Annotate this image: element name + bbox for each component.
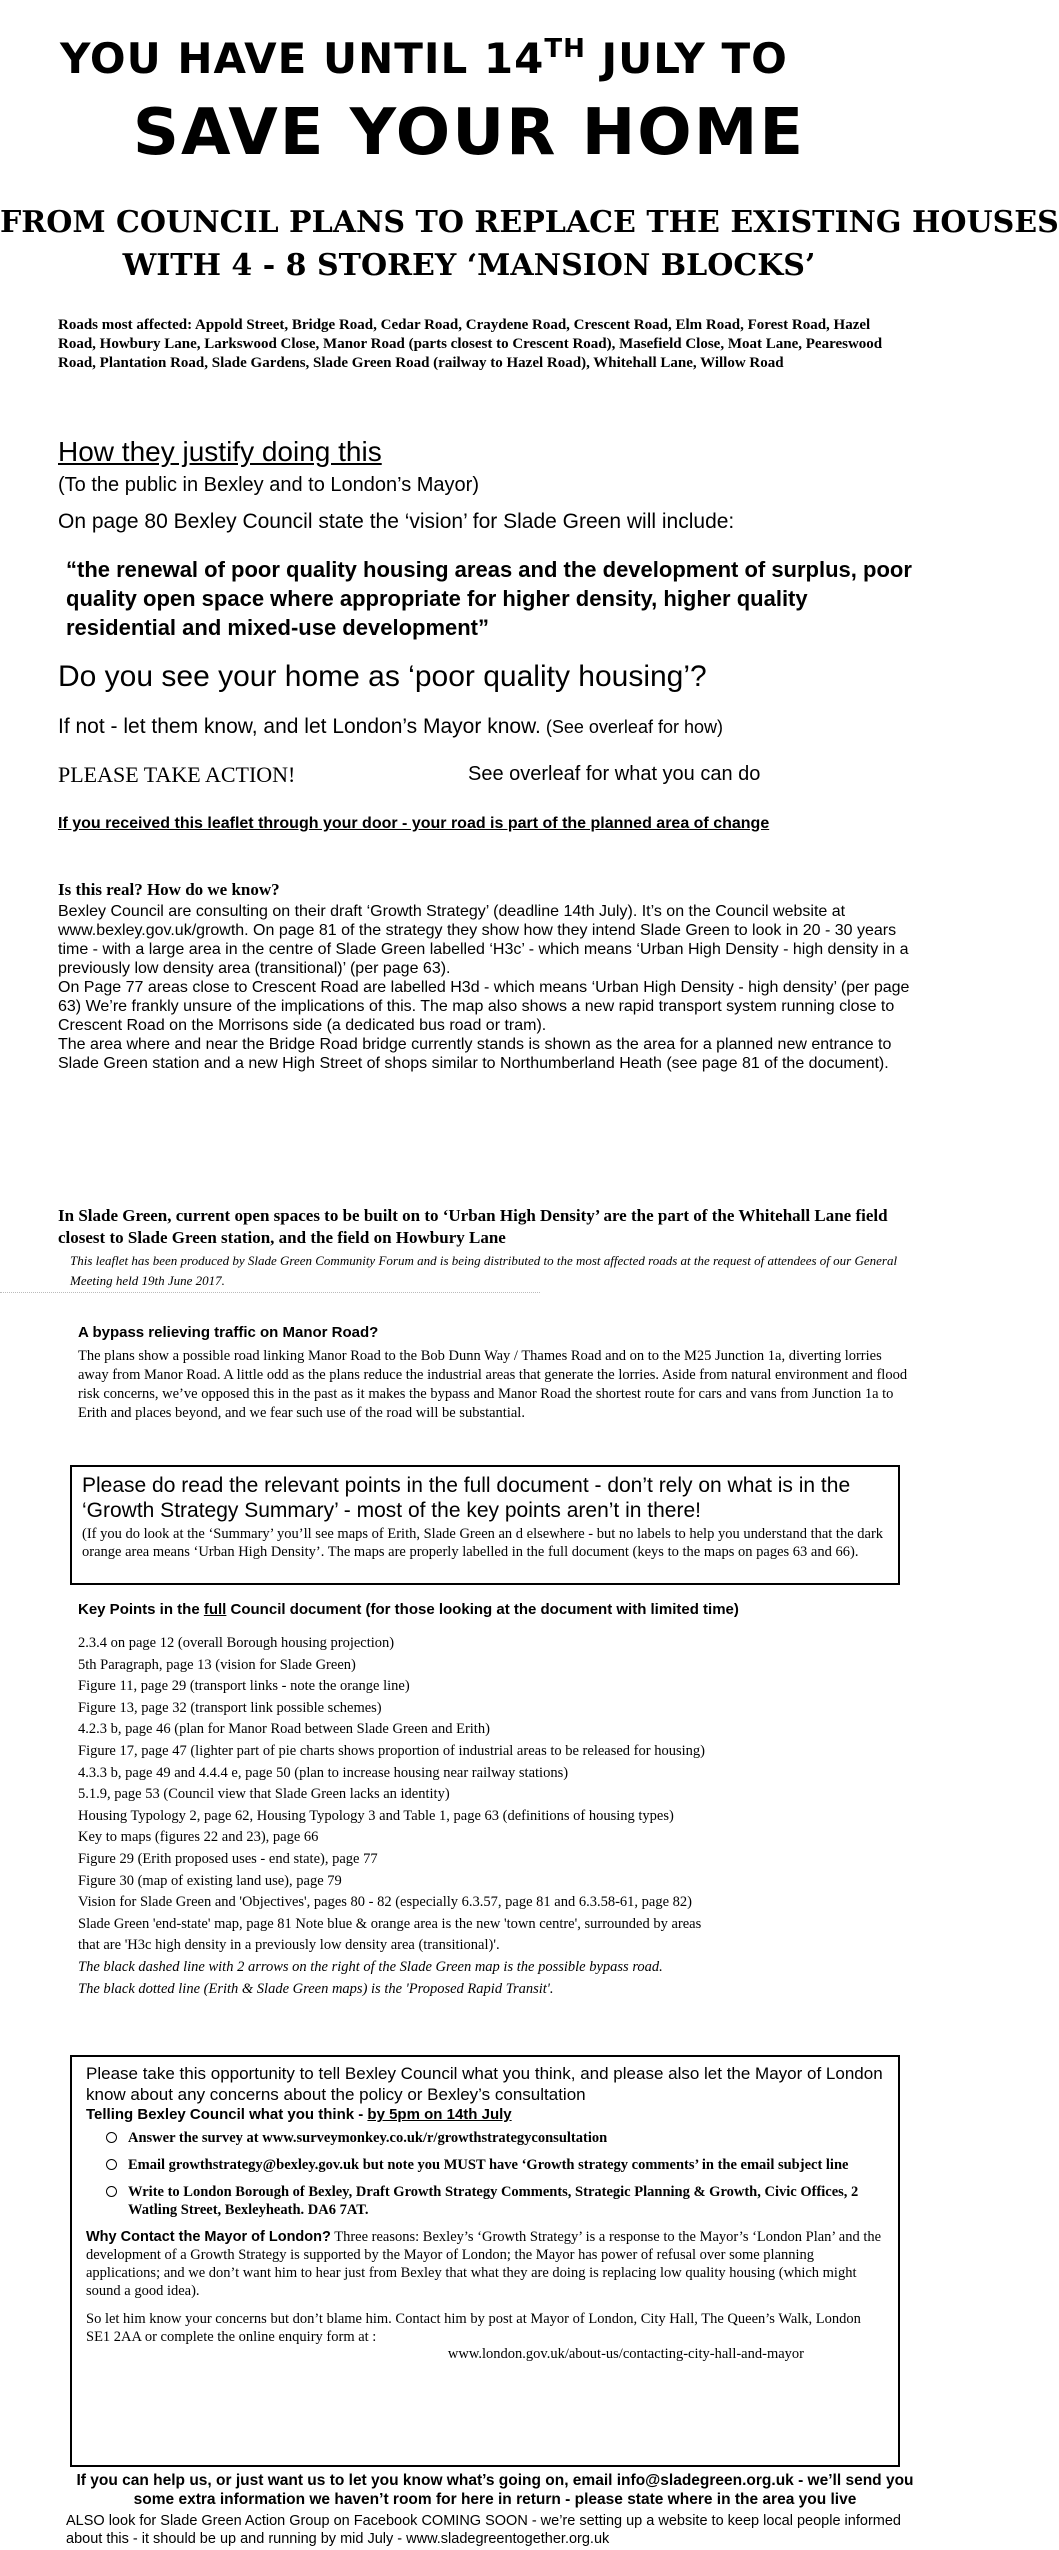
- headline-deadline: YOU HAVE UNTIL 14TH JULY TO: [60, 34, 788, 83]
- read-full-document-body: (If you do look at the ‘Summary’ you’ll see maps of Erith, Slade Green an d elsewhere - but no labels to help you understand that the dark orange area means ‘Urban High Density’. The maps are properly labelled in the full document (keys to the maps on pages 63 and 66).: [82, 1526, 884, 1560]
- headline-save-your-home: SAVE YOUR HOME: [132, 96, 806, 170]
- list-item: Figure 13, page 32 (transport link possible schemes): [78, 1699, 382, 1716]
- help-us-footer: If you can help us, or just want us to let you know what’s going on, email info@sladegreen.org.uk - we’ll send you some extra information we haven’t room for here in return - please state where in the area you live: [76, 2472, 914, 2508]
- list-item: 5th Paragraph, page 13 (vision for Slade Green): [78, 1656, 356, 1673]
- bypass-map-note: The black dashed line with 2 arrows on the right of the Slade Green map is the possible bypass road.: [78, 1958, 663, 1975]
- why-contact-mayor: Why Contact the Mayor of London? Three reasons: Bexley’s ‘Growth Strategy’ is a response to the Mayor’s ‘London Plan’ and the development of a Growth Strategy is supported by the Mayor of London; the Mayor has power of refusal over some planning applications; and we don’t want him to hear just from Bexley that what they are doing is replacing low quality housing (which might sound a good idea).: [86, 2229, 882, 2299]
- write-option: [106, 2183, 884, 2219]
- justify-heading: How they justify doing this: [58, 436, 382, 467]
- list-item: Slade Green 'end-state' map, page 81 Note blue & orange area is the new 'town centre', surrounded by areas: [78, 1915, 702, 1932]
- list-item: 5.1.9, page 53 (Council view that Slade Green lacks an identity): [78, 1786, 450, 1803]
- email-option: [106, 2156, 884, 2174]
- headline-council-plans: FROM COUNCIL PLANS TO REPLACE THE EXISTING HOUSES: [0, 205, 1059, 240]
- vision-intro: On page 80 Bexley Council state the ‘vision’ for Slade Green will include:: [58, 510, 735, 533]
- poor-quality-question: Do you see your home as ‘poor quality housing’?: [58, 660, 707, 693]
- is-this-real-body: [58, 902, 920, 1073]
- justify-subheading: (To the public in Bexley and to London’s Mayor): [58, 474, 479, 496]
- bypass-heading: A bypass relieving traffic on Manor Road?: [78, 1324, 379, 1341]
- open-spaces-note: In Slade Green, current open spaces to be built on to ‘Urban High Density’ are the part of the Whitehall Lane field closest to Slade Green station, and the field on Howbury Lane: [58, 1206, 888, 1247]
- bypass-body: The plans show a possible road linking Manor Road to the Bob Dunn Way / Thames Road and on to the M25 Junction 1a, diverting lorries away from Manor Road. A little odd as the plans reduce the industrial areas that generate the lorries. Aside from natural environment and flood risk concerns, we’ve opposed this in the past as it makes the bypass and Manor Road the shortest route for cars and vans from Junction 1a to Erith and places beyond, and we fear such use of the road will be substantial.: [78, 1348, 908, 1421]
- telling-council-heading: Telling Bexley Council what you think - by 5pm on 14th July: [86, 2106, 512, 2123]
- list-item: Figure 11, page 29 (transport links - note the orange line): [78, 1678, 410, 1695]
- list-item: Figure 29 (Erith proposed uses - end state), page 77: [78, 1850, 378, 1867]
- received-leaflet-note: If you received this leaflet through your door - your road is part of the planned area of change: [58, 815, 770, 832]
- email-link[interactable]: Email growthstrategy@bexley.gov.uk but note you MUST have ‘Growth strategy comments’ in the email subject line: [128, 2157, 849, 2173]
- circle-bullet-icon: [106, 2186, 117, 2197]
- list-item: Figure 30 (map of existing land use), page 79: [78, 1872, 342, 1889]
- list-item: 2.3.4 on page 12 (overall Borough housing projection): [78, 1635, 395, 1651]
- survey-link[interactable]: Answer the survey at www.surveymonkey.co.uk/r/growthstrategyconsultation: [128, 2130, 608, 2146]
- list-item: 4.2.3 b, page 46 (plan for Manor Road between Slade Green and Erith): [78, 1721, 490, 1738]
- real-paragraph-1: Bexley Council are consulting on their draft ‘Growth Strategy’ (deadline 14th July). It’s on the Council website at www.bexley.gov.uk/growth. On page 81 of the strategy they show how they intend Slade Green to look in 20 - 30 years time - with a large area in the centre of Slade Green labelled ‘H3c’ - which means ‘Urban High Density - high density in a previously low density area (transitional)’ (per page 63).: [58, 903, 909, 977]
- list-item: that are 'H3c high density in a previously low density area (transitional)'.: [78, 1937, 500, 1954]
- postal-address: Write to London Borough of Bexley, Draft Growth Strategy Comments, Strategic Planning & Growth, Civic Offices, 2 Watling Street, Bexleyheath. DA6 7AT.: [128, 2184, 859, 2218]
- is-this-real-heading: Is this real? How do we know?: [58, 880, 280, 899]
- see-overleaf: See overleaf for what you can do: [468, 763, 761, 785]
- rapid-transit-note: The black dotted line (Erith & Slade Green maps) is the 'Proposed Rapid Transit'.: [78, 1980, 554, 1997]
- contact-options: [86, 2129, 884, 2219]
- facebook-website-footer: ALSO look for Slade Green Action Group on Facebook COMING SOON - we’re setting up a website to keep local people informed about this - it should be up and running by mid July - www.sladegreentogether.org.uk: [66, 2513, 901, 2547]
- roads-affected: Roads most affected: Appold Street, Bridge Road, Cedar Road, Craydene Road, Crescent Road, Elm Road, Forest Road, Hazel Road, Howbury Lane, Larkswood Close, Manor Road (parts closest to Crescent Road), Masefield Close, Moat Lane, Peareswood Road, Plantation Road, Slade Gardens, Slade Green Road (railway to Hazel Road), Whitehall Lane, Willow Road: [58, 317, 883, 371]
- key-points-heading: Key Points in the full Council document (for those looking at the document with limited time): [78, 1601, 739, 1618]
- circle-bullet-icon: [106, 2159, 117, 2170]
- real-paragraph-2: On Page 77 areas close to Crescent Road are labelled H3d - which means ‘Urban High Density - high density’ (per page 63) We’re frankly unsure of the implications of this. The map also shows a new rapid transport system running close to Crescent Road on the Morrisons side (a dedicated bus road or tram).: [58, 979, 910, 1034]
- mayor-contact-link[interactable]: www.london.gov.uk/about-us/contacting-city-hall-and-mayor: [447, 2346, 804, 2362]
- list-item: Figure 17, page 47 (lighter part of pie charts shows proportion of industrial areas to be released for housing): [78, 1742, 705, 1759]
- list-item: 4.3.3 b, page 49 and 4.4.4 e, page 50 (plan to increase housing near railway stations): [78, 1764, 569, 1781]
- take-action: PLEASE TAKE ACTION!: [58, 762, 296, 787]
- headline-mansion-blocks: WITH 4 - 8 STOREY ‘MANSION BLOCKS’: [122, 248, 816, 283]
- read-full-document-box: [70, 1465, 900, 1585]
- let-them-know: If not - let them know, and let London’s Mayor know. (See overleaf for how): [58, 715, 723, 738]
- read-full-document-heading: Please do read the relevant points in the full document - don’t rely on what is in the ‘Growth Strategy Summary’ - most of the key points aren’t in there!: [82, 1474, 851, 1522]
- take-opportunity-box: [70, 2055, 900, 2467]
- divider: [0, 1292, 540, 1293]
- circle-bullet-icon: [106, 2132, 117, 2143]
- survey-option: [106, 2129, 884, 2147]
- take-opportunity-heading: Please take this opportunity to tell Bexley Council what you think, and please also let the Mayor of London know about any concerns about the policy or Bexley’s consultation: [86, 2064, 883, 2104]
- key-points-list: [78, 1633, 918, 2000]
- vision-quote: “the renewal of poor quality housing areas and the development of surplus, poor quality open space where appropriate for higher density, higher quality residential and mixed-use development”: [66, 557, 912, 640]
- contact-mayor-details: So let him know your concerns but don’t blame him. Contact him by post at Mayor of London, City Hall, The Queen’s Walk, London SE1 2AA or complete the online enquiry form at :: [86, 2311, 861, 2345]
- produced-by-note: This leaflet has been produced by Slade Green Community Forum and is being distributed to the most affected roads at the request of attendees of our General Meeting held 19th June 2017.: [70, 1253, 898, 1288]
- list-item: Key to maps (figures 22 and 23), page 66: [78, 1829, 319, 1846]
- list-item: Vision for Slade Green and 'Objectives', pages 80 - 82 (especially 6.3.57, page 81 and 6.3.58-61, page 82): [78, 1894, 692, 1911]
- list-item: Housing Typology 2, page 62, Housing Typology 3 and Table 1, page 63 (definitions of housing types): [78, 1807, 674, 1824]
- real-paragraph-3: The area where and near the Bridge Road bridge currently stands is shown as the area for a planned new entrance to Slade Green station and a new High Street of shops similar to Northumberland Heath (see page 81 of the document).: [58, 1036, 892, 1072]
